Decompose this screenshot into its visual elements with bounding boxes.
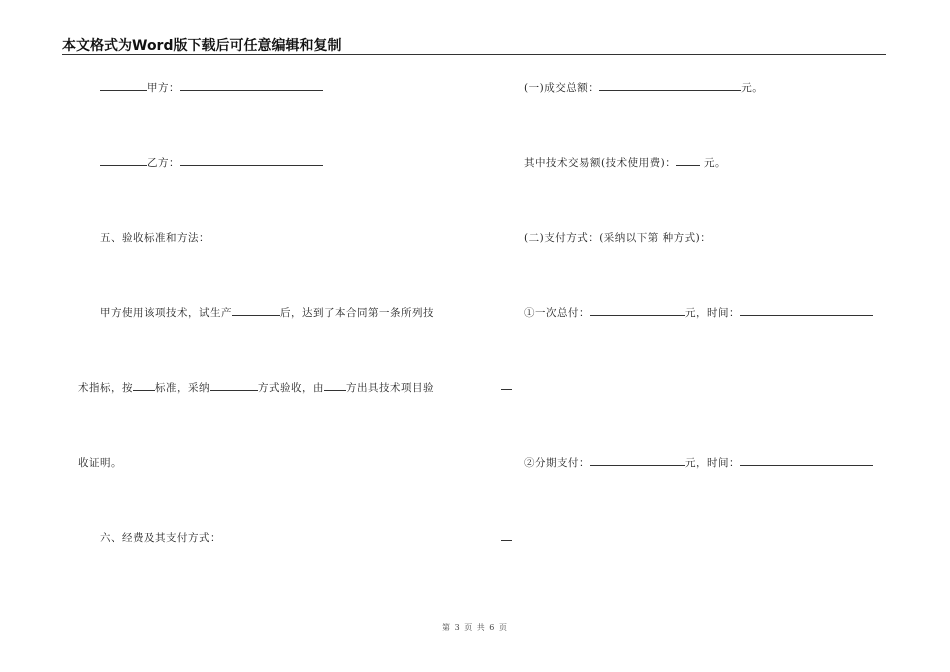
paragraph-line-3: 收证明。: [78, 457, 122, 469]
blank-field: [740, 306, 873, 316]
paragraph-line-1: [100, 305, 434, 320]
blank-field: [133, 381, 155, 391]
section-6-title: 六、经费及其支付方式：: [100, 532, 221, 544]
text-segment: 元，时间：: [685, 307, 740, 319]
blank-field: [180, 156, 323, 166]
blank-field: [210, 381, 258, 391]
stray-blank-mark: [501, 540, 512, 541]
paragraph-line-2: [78, 380, 434, 395]
text-segment: 方出具技术项目验: [346, 382, 434, 394]
blank-field: [590, 456, 685, 466]
blank-field: [180, 81, 323, 91]
lump-sum-line: [524, 305, 873, 320]
document-header-title: 本文格式为Word版下载后可任意编辑和复制: [62, 38, 342, 54]
tech-fee-line: [524, 155, 726, 170]
header-divider: [62, 54, 886, 55]
blank-field: [599, 81, 741, 91]
text-segment: 术指标，按: [78, 382, 133, 394]
party-b-line: [100, 155, 323, 170]
lump-sum-label: ①一次总付：: [524, 307, 590, 319]
text-segment: 后，达到了本合同第一条所列技: [280, 307, 434, 319]
party-a-label: 甲方：: [147, 82, 180, 94]
party-b-label: 乙方：: [147, 157, 180, 169]
installment-label: ②分期支付：: [524, 457, 590, 469]
text-segment: 标准，采纳: [155, 382, 210, 394]
text-segment: 元。: [741, 82, 764, 94]
blank-field: [100, 81, 147, 91]
party-a-line: [100, 80, 323, 95]
text-segment: 甲方使用该项技术，试生产: [100, 307, 232, 319]
blank-field: [324, 381, 346, 391]
page-number: 第 3 页 共 6 页: [442, 623, 508, 632]
tech-fee-label: 其中技术交易额(技术使用费)：: [524, 157, 677, 169]
total-amount-line: [524, 80, 763, 95]
text-segment: 元。: [704, 157, 727, 169]
payment-method-title: (二)支付方式：(采纳以下第 种方式)：: [524, 232, 712, 244]
blank-field: [590, 306, 685, 316]
blank-field: [740, 456, 873, 466]
blank-field: [100, 156, 147, 166]
installment-line: [524, 455, 873, 470]
total-amount-label: (一)成交总额：: [524, 82, 600, 94]
blank-field: [676, 156, 700, 166]
blank-field: [232, 306, 280, 316]
text-segment: 元，时间：: [685, 457, 740, 469]
section-5-title: 五、验收标准和方法：: [100, 232, 210, 244]
text-segment: 方式验收，由: [258, 382, 324, 394]
stray-blank-mark: [501, 389, 512, 390]
